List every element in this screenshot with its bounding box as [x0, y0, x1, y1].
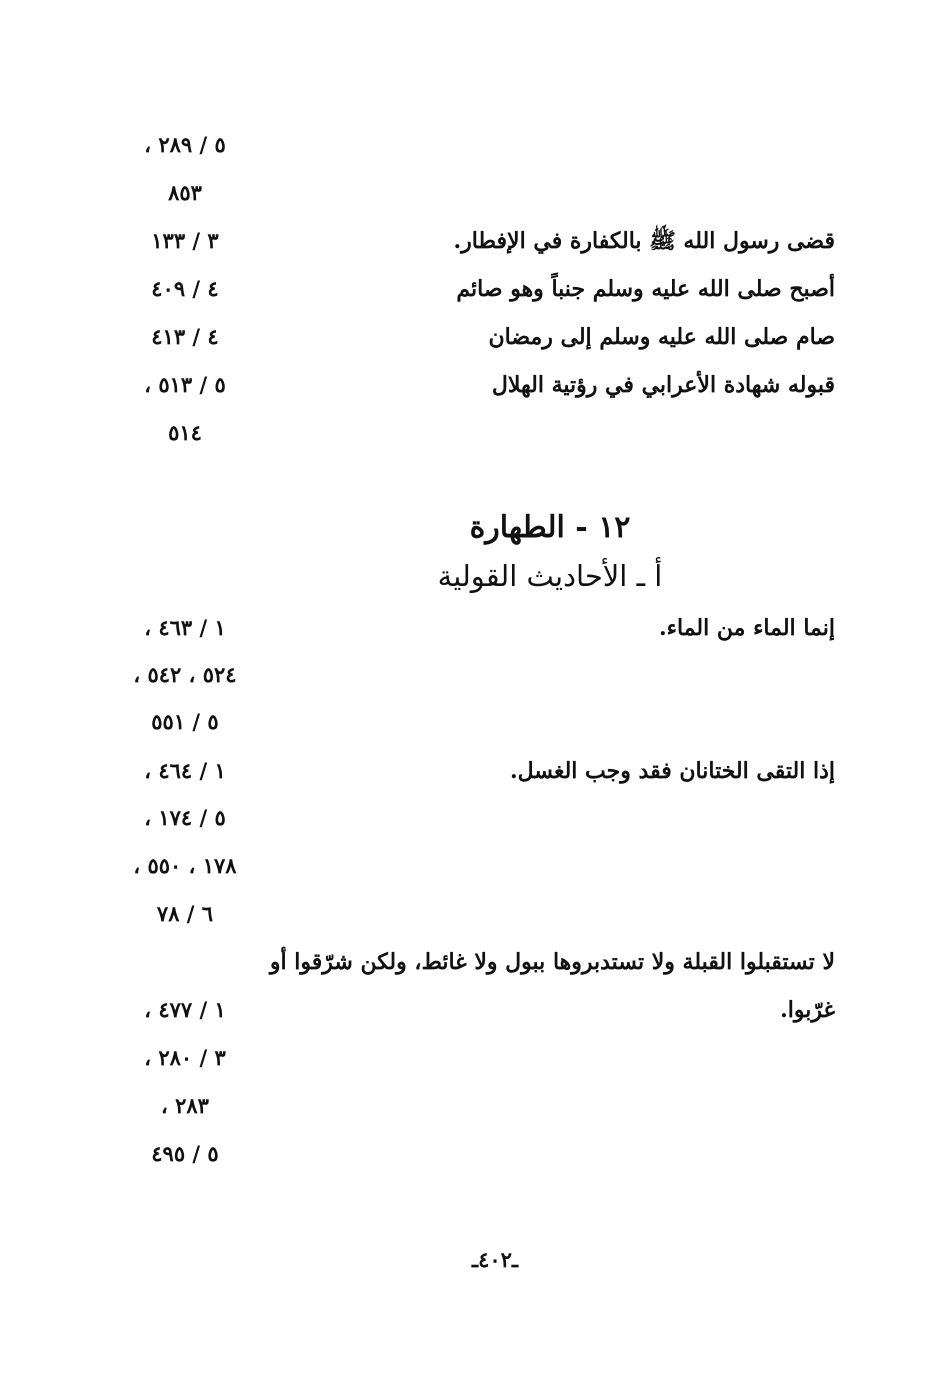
hadith-ref-3-3: ٢٨٣ ، — [161, 1093, 209, 1118]
hadith-ref-3-2: ٣ / ٢٨٠ ، — [144, 1045, 226, 1070]
hadith-text-3-line-1: لا تستقبلوا القبلة ولا تستدبروها ببول ولا غائط، ولكن شرّقوا أو — [269, 949, 835, 975]
hadith-ref-2-1: ١ / ٤٦٤ ، — [144, 758, 226, 783]
entry-text-2: أصبح صلى الله عليه وسلم جنباً وهو صائم — [456, 276, 835, 302]
entry-ref-3: ٤ / ٤١٣ — [151, 324, 219, 349]
ref-top-2: ٨٥٣ — [168, 180, 202, 205]
hadith-ref-1-1: ١ / ٤٦٣ ، — [144, 615, 226, 640]
hadith-ref-3-1: ١ / ٤٧٧ ، — [144, 997, 226, 1022]
hadith-ref-2-3: ١٧٨ ، ٥٥٠ ، — [133, 853, 237, 878]
entry-text-1: قضى رسول الله ﷺ بالكفارة في الإفطار. — [453, 228, 835, 254]
hadith-ref-1-2: ٥٢٤ ، ٥٤٢ ، — [133, 662, 237, 687]
hadith-text-2: إذا التقى الختانان فقد وجب الغسل. — [510, 758, 835, 784]
section-title: ١٢ - الطهارة — [469, 510, 631, 545]
page-number: ـ٤٠٢ـ — [471, 1247, 519, 1272]
entry-text-3: صام صلى الله عليه وسلم إلى رمضان — [488, 324, 835, 350]
ref-top-1: ٥ / ٢٨٩ ، — [144, 132, 226, 157]
section-subtitle: أ ـ الأحاديث القولية — [437, 559, 663, 593]
entry-ref-5: ٥١٤ — [168, 420, 202, 445]
hadith-text-1: إنما الماء من الماء. — [659, 615, 835, 641]
entry-ref-2: ٤ / ٤٠٩ — [151, 276, 219, 301]
entry-text-4: قبوله شهادة الأعرابي في رؤتية الهلال — [491, 372, 835, 398]
hadith-text-3-line-2: غرّبوا. — [780, 997, 835, 1023]
hadith-ref-2-4: ٦ / ٧٨ — [156, 901, 214, 926]
hadith-ref-2-2: ٥ / ١٧٤ ، — [144, 805, 226, 830]
hadith-ref-3-4: ٥ / ٤٩٥ — [151, 1141, 219, 1166]
hadith-ref-1-3: ٥ / ٥٥١ — [151, 709, 219, 734]
entry-ref-1: ٣ / ١٣٣ — [151, 228, 219, 253]
entry-ref-4: ٥ / ٥١٣ ، — [144, 372, 226, 397]
